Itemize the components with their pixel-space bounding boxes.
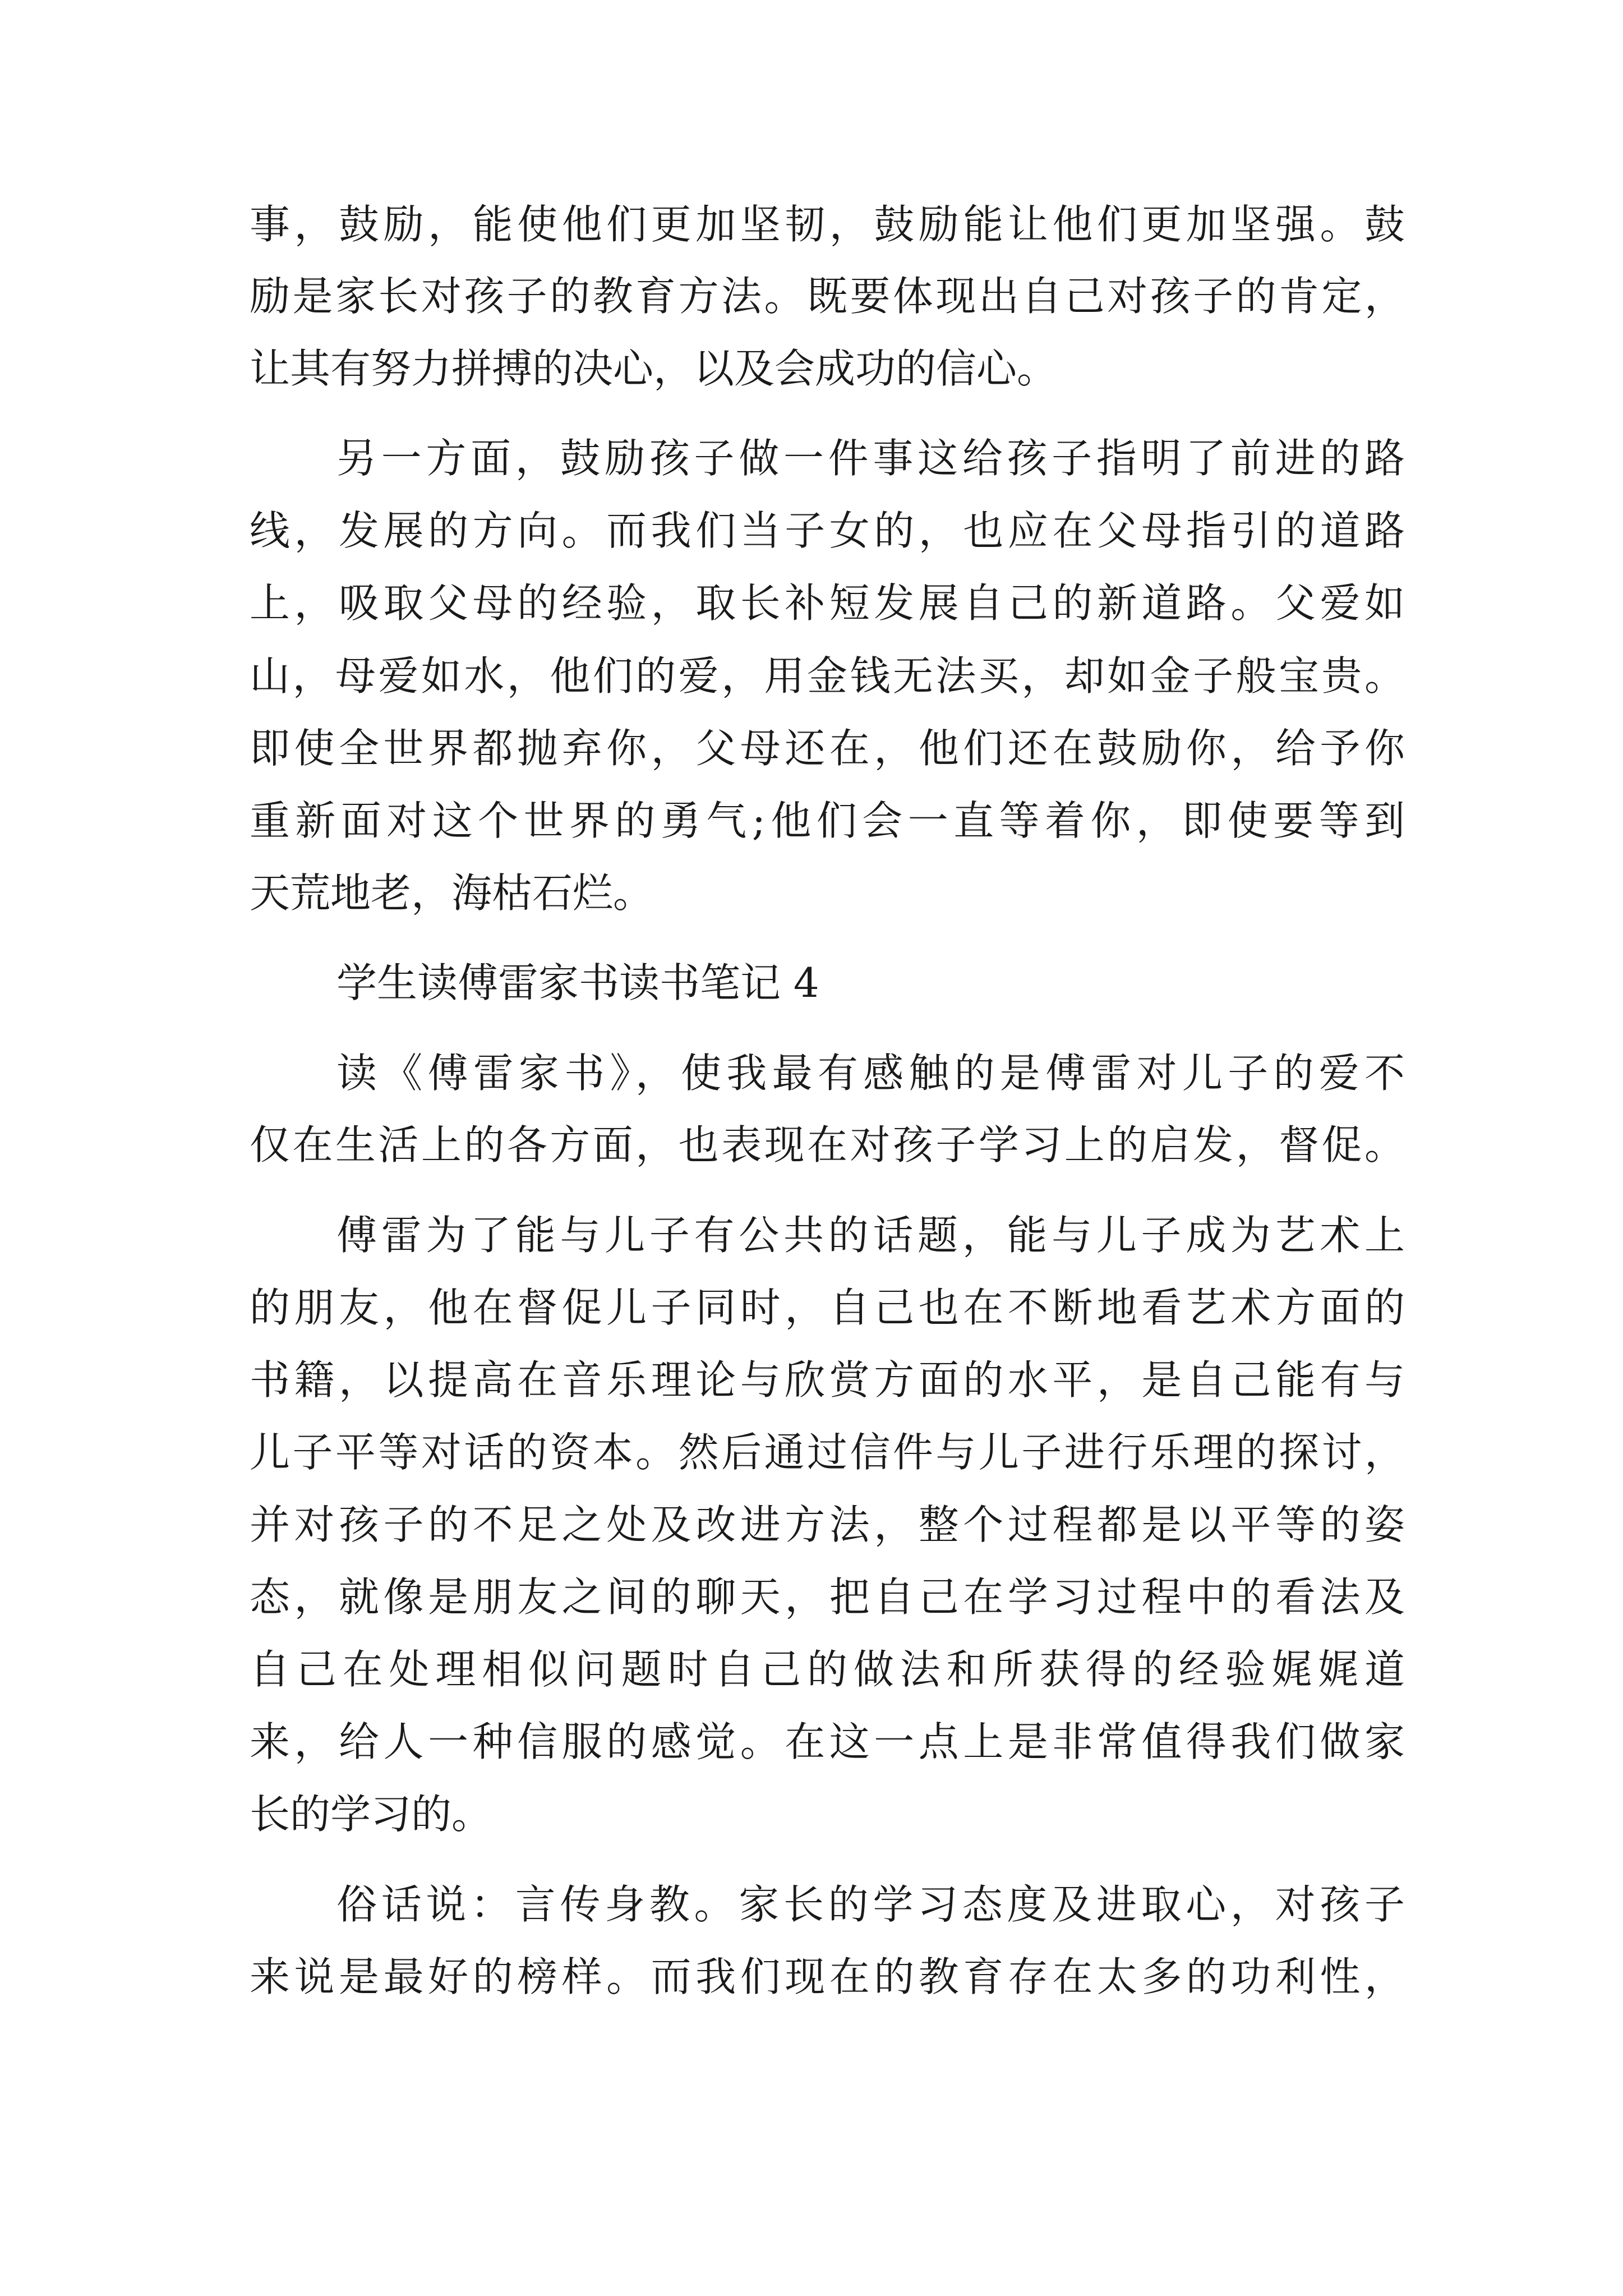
body-line: 并对孩子的不足之处及改进方法，整个过程都是以平等的姿 bbox=[250, 1501, 1405, 1548]
body-line: 重新面对这个世界的勇气;他们会一直等着你，即使要等到 bbox=[250, 797, 1405, 844]
body-line: 上，吸取父母的经验，取长补短发展自己的新道路。父爱如 bbox=[250, 579, 1405, 627]
body-line: 的朋友，他在督促儿子同时，自己也在不断地看艺术方面的 bbox=[250, 1284, 1405, 1331]
body-line: 事，鼓励，能使他们更加坚韧，鼓励能让他们更加坚强。鼓 bbox=[250, 201, 1405, 248]
body-line: 俗话说：言传身教。家长的学习态度及进取心，对孩子 bbox=[336, 1881, 1405, 1928]
body-line: 励是家长对孩子的教育方法。既要体现出自己对孩子的肯定， bbox=[250, 273, 1405, 320]
body-line: 长的学习的。 bbox=[250, 1791, 492, 1838]
body-line: 傅雷为了能与儿子有公共的话题，能与儿子成为艺术上 bbox=[336, 1212, 1405, 1259]
body-line: 让其有努力拼搏的决心，以及会成功的信心。 bbox=[250, 345, 1058, 392]
body-line: 山，母爱如水，他们的爱，用金钱无法买，却如金子般宝贵。 bbox=[250, 652, 1405, 700]
section-title: 学生读傅雷家书读书笔记 4 bbox=[336, 959, 819, 1006]
body-line: 仅在生活上的各方面，也表现在对孩子学习上的启发，督促。 bbox=[250, 1121, 1405, 1168]
body-line: 线，发展的方向。而我们当子女的，也应在父母指引的道路 bbox=[250, 507, 1405, 554]
body-line: 自己在处理相似问题时自己的做法和所获得的经验娓娓道 bbox=[250, 1646, 1405, 1693]
body-line: 态，就像是朋友之间的聊天，把自己在学习过程中的看法及 bbox=[250, 1573, 1405, 1621]
body-line: 来，给人一种信服的感觉。在这一点上是非常值得我们做家 bbox=[250, 1718, 1405, 1765]
body-line: 儿子平等对话的资本。然后通过信件与儿子进行乐理的探讨， bbox=[250, 1429, 1405, 1476]
body-line: 来说是最好的榜样。而我们现在的教育存在太多的功利性， bbox=[250, 1953, 1405, 2000]
body-line: 天荒地老，海枯石烂。 bbox=[250, 869, 654, 917]
body-line: 读《傅雷家书》，使我最有感触的是傅雷对儿子的爱不 bbox=[336, 1050, 1405, 1097]
body-line: 即使全世界都抛弃你，父母还在，他们还在鼓励你，给予你 bbox=[250, 725, 1405, 772]
body-line: 书籍，以提高在音乐理论与欣赏方面的水平，是自己能有与 bbox=[250, 1356, 1405, 1404]
body-line: 另一方面，鼓励孩子做一件事这给孩子指明了前进的路 bbox=[336, 435, 1405, 482]
